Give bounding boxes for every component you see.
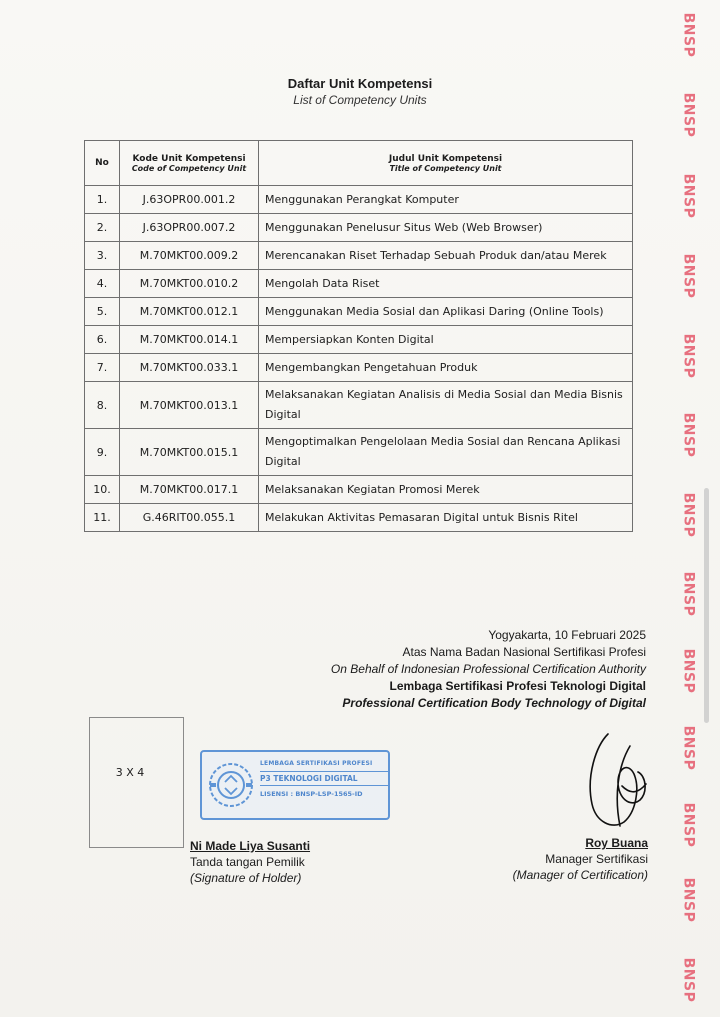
holder-role: Tanda tangan Pemilik [190, 855, 305, 869]
unit-code: M.70MKT00.013.1 [120, 382, 259, 429]
unit-code: M.70MKT00.009.2 [120, 242, 259, 270]
holder-role-en: (Signature of Holder) [190, 871, 302, 885]
unit-title: Menggunakan Perangkat Komputer [259, 186, 633, 214]
table-row [85, 382, 633, 429]
photo-size-label: 3 X 4 [115, 766, 145, 779]
page-title: Daftar Unit Kompetensi [287, 76, 433, 91]
manager-name: Roy Buana [585, 836, 648, 850]
issuer-block [331, 627, 646, 712]
bnsp-watermark: BNSP [680, 802, 697, 848]
table-row [85, 354, 633, 382]
unit-title: Melakukan Aktivitas Pemasaran Digital untuk Bisnis Ritel [259, 504, 633, 532]
unit-title: Mempersiapkan Konten Digital [259, 326, 633, 354]
table-row [85, 186, 633, 214]
column-header-code [120, 141, 259, 186]
row-number: 8. [85, 382, 120, 429]
stamp-line-1: LEMBAGA SERTIFIKASI PROFESI [260, 760, 373, 767]
unit-code: G.46RIT00.055.1 [120, 504, 259, 532]
unit-title: Melaksanakan Kegiatan Promosi Merek [259, 476, 633, 504]
column-header-title-label: Judul Unit Kompetensi [388, 153, 503, 164]
row-number: 9. [85, 429, 120, 476]
manager-signature-block [513, 835, 648, 883]
photo-placeholder [89, 717, 184, 848]
column-header-title-en: Title of Competency Unit [389, 163, 502, 173]
row-number: 5. [85, 298, 120, 326]
row-number: 2. [85, 214, 120, 242]
unit-code: M.70MKT00.017.1 [120, 476, 259, 504]
column-header-no: No [85, 141, 120, 186]
row-number: 1. [85, 186, 120, 214]
table-header-row [85, 141, 633, 186]
competency-units-table [84, 140, 633, 532]
page-subtitle: List of Competency Units [293, 93, 427, 107]
bnsp-watermark: BNSP [680, 957, 697, 1003]
unit-code: J.63OPR00.001.2 [120, 186, 259, 214]
bnsp-watermark: BNSP [680, 253, 697, 299]
lsp-logo-icon [206, 760, 256, 810]
unit-title: Melaksanakan Kegiatan Analisis di Media Sosial dan Media Bisnis Digital [259, 382, 633, 429]
bnsp-watermark: BNSP [680, 412, 697, 458]
table-row [85, 326, 633, 354]
table-row [85, 504, 633, 532]
bnsp-watermark: BNSP [680, 492, 697, 538]
unit-code: M.70MKT00.033.1 [120, 354, 259, 382]
manager-role: Manager Sertifikasi [545, 852, 648, 866]
bnsp-watermark: BNSP [680, 571, 697, 617]
row-number: 4. [85, 270, 120, 298]
row-number: 11. [85, 504, 120, 532]
unit-title: Mengembangkan Pengetahuan Produk [259, 354, 633, 382]
holder-signature-block [190, 838, 310, 886]
manager-role-en: (Manager of Certification) [512, 868, 648, 882]
scrollbar-thumb[interactable] [704, 488, 709, 723]
column-header-title [259, 141, 633, 186]
unit-code: M.70MKT00.012.1 [120, 298, 259, 326]
table-row [85, 242, 633, 270]
table-row [85, 429, 633, 476]
bnsp-watermark-strip [668, 0, 708, 1017]
lsp-stamp [200, 750, 390, 820]
stamp-line-3: LISENSI : BNSP-LSP-1565-ID [260, 790, 363, 798]
unit-code: M.70MKT00.014.1 [120, 326, 259, 354]
table-row [85, 298, 633, 326]
holder-name: Ni Made Liya Susanti [190, 839, 311, 853]
row-number: 6. [85, 326, 120, 354]
bnsp-watermark: BNSP [680, 173, 697, 219]
table-row [85, 476, 633, 504]
unit-title: Menggunakan Media Sosial dan Aplikasi Daring (Online Tools) [259, 298, 633, 326]
document-header [240, 76, 480, 107]
unit-code: J.63OPR00.007.2 [120, 214, 259, 242]
unit-title: Merencanakan Riset Terhadap Sebuah Produk dan/atau Merek [259, 242, 633, 270]
unit-title: Mengoptimalkan Pengelolaan Media Sosial dan Rencana Aplikasi Digital [259, 429, 633, 476]
bnsp-watermark: BNSP [680, 725, 697, 771]
stamp-text [260, 760, 388, 798]
unit-code: M.70MKT00.010.2 [120, 270, 259, 298]
on-behalf-en: On Behalf of Indonesian Professional Certification Authority [330, 662, 646, 676]
bnsp-watermark: BNSP [680, 648, 697, 694]
on-behalf-id: Atas Nama Badan Nasional Sertifikasi Profesi [402, 645, 646, 659]
bnsp-watermark: BNSP [680, 12, 697, 58]
table-row [85, 214, 633, 242]
column-header-code-en: Code of Competency Unit [131, 163, 247, 173]
row-number: 7. [85, 354, 120, 382]
bnsp-watermark: BNSP [680, 333, 697, 379]
unit-code: M.70MKT00.015.1 [120, 429, 259, 476]
bnsp-watermark: BNSP [680, 92, 697, 138]
certification-body-id: Lembaga Sertifikasi Profesi Teknologi Digital [389, 679, 646, 693]
unit-title: Mengolah Data Riset [259, 270, 633, 298]
place-date: Yogyakarta, 10 Februari 2025 [488, 628, 646, 642]
unit-title: Menggunakan Penelusur Situs Web (Web Browser) [259, 214, 633, 242]
row-number: 3. [85, 242, 120, 270]
manager-signature [578, 726, 658, 838]
bnsp-watermark: BNSP [680, 877, 697, 923]
row-number: 10. [85, 476, 120, 504]
stamp-line-2: P3 TEKNOLOGI DIGITAL [260, 771, 388, 786]
column-header-code-label: Kode Unit Kompetensi [132, 153, 246, 164]
certification-body-en: Professional Certification Body Technology of Digital [342, 696, 646, 710]
table-row [85, 270, 633, 298]
